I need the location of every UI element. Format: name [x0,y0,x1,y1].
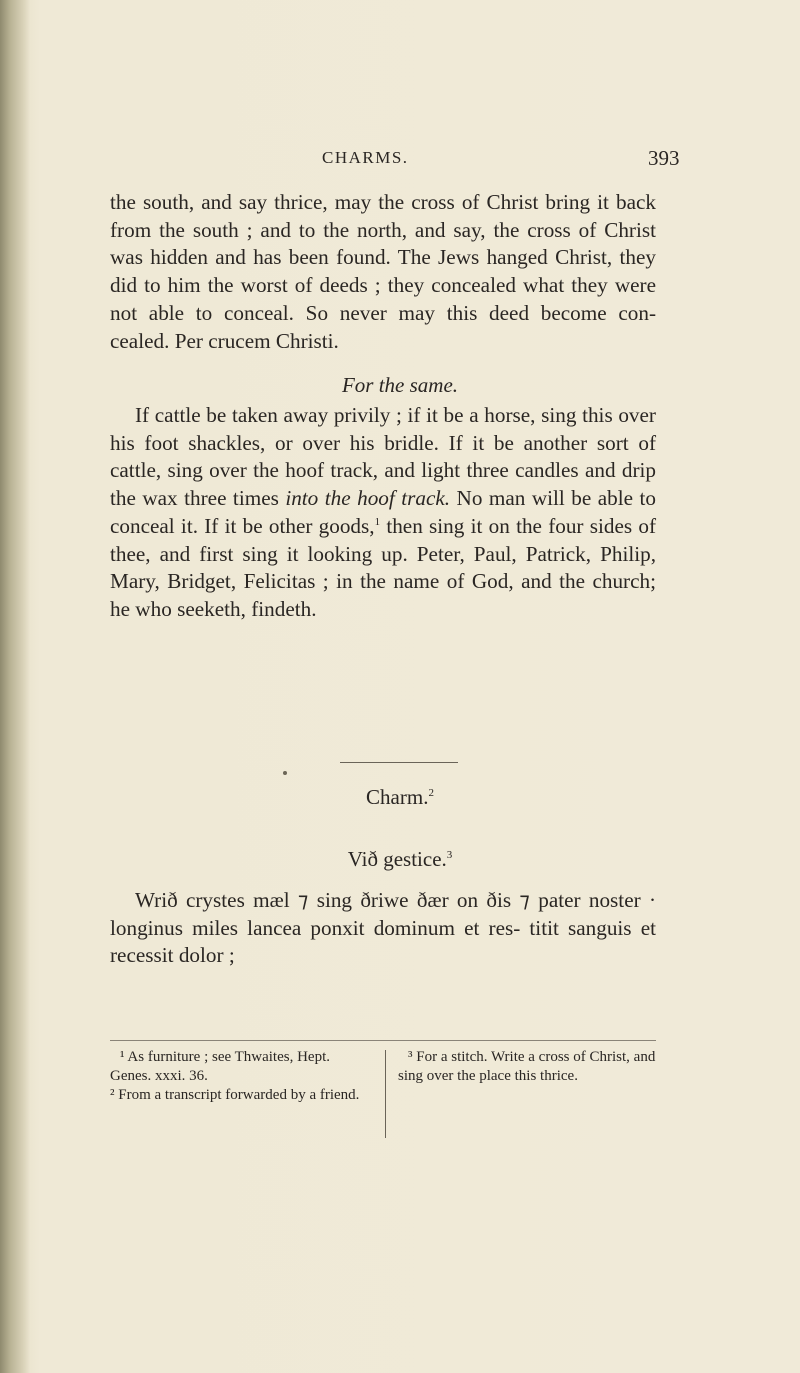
footnote-marker-2: 2 [428,787,434,799]
charm-subheading-text: Við gestice. [347,847,447,871]
page-binding-edge [0,0,30,1373]
charm-subheading [0,847,800,872]
footnote-marker-3: 3 [446,849,453,861]
page-header [0,146,800,174]
page-number: 393 [648,146,680,170]
paragraph-italic-phrase: into the hoof track. [285,486,451,511]
ink-speck [283,771,287,775]
section-heading: For the same. [341,373,459,397]
paragraph-text-a: If cattle be taken away privily ; if it be a horse, sing this over his foot shackles, or over his bridle. If it be another sort of cattle, sing over the hoof track, and light three candles and drip the wax three times [110,403,656,511]
footnotes-left-column [110,1048,372,1105]
paragraph-continuation: the south, and say thrice, may the cross of Christ bring it back from the south ; and to the north, and say, the cross of Christ was hidden and has been found. The Jews hanged Christ, they did to him the worst of deeds ; they concealed what they were not able to conceal. So never may this deed become con- cealed. Per crucem Christi. [110,190,656,353]
footnote-rule [110,1040,656,1041]
footnote-1: ¹ As furniture ; see Thwaites, Hept. Genes. xxxi. 36. [110,1049,331,1084]
paragraph-text-c: then sing it on the four sides of thee, and first sing it looking up. Peter, Paul, Patrick, Philip, Mary, Bridget, Felicitas ; in the name of God, and the church; he who seeketh, findeth. [110,513,657,621]
paragraph-text-b: No man will be able to conceal it. If it be other goods, [110,486,656,538]
footnote-2: ² From a transcript forwarded by a friend. [110,1087,360,1103]
charm-heading [0,785,800,810]
paragraph-cattle-charm [110,402,656,624]
footnote-marker-1: 1 [374,515,381,528]
charm-text: Wrið crystes mæl ⁊ sing ðriwe ðær on ðis ⁊ pater noster · longinus miles lancea ponxit dominum et res- titit sanguis et recessit dolor ; [110,888,656,968]
footnote-3: ³ For a stitch. Write a cross of Christ, and sing over the place this thrice. [398,1049,656,1084]
footnote-column-divider [385,1050,386,1138]
running-head: CHARMS. [322,148,409,167]
charm-heading-text: Charm. [366,785,429,809]
footnotes-right-column [398,1048,656,1086]
section-divider [340,762,458,763]
